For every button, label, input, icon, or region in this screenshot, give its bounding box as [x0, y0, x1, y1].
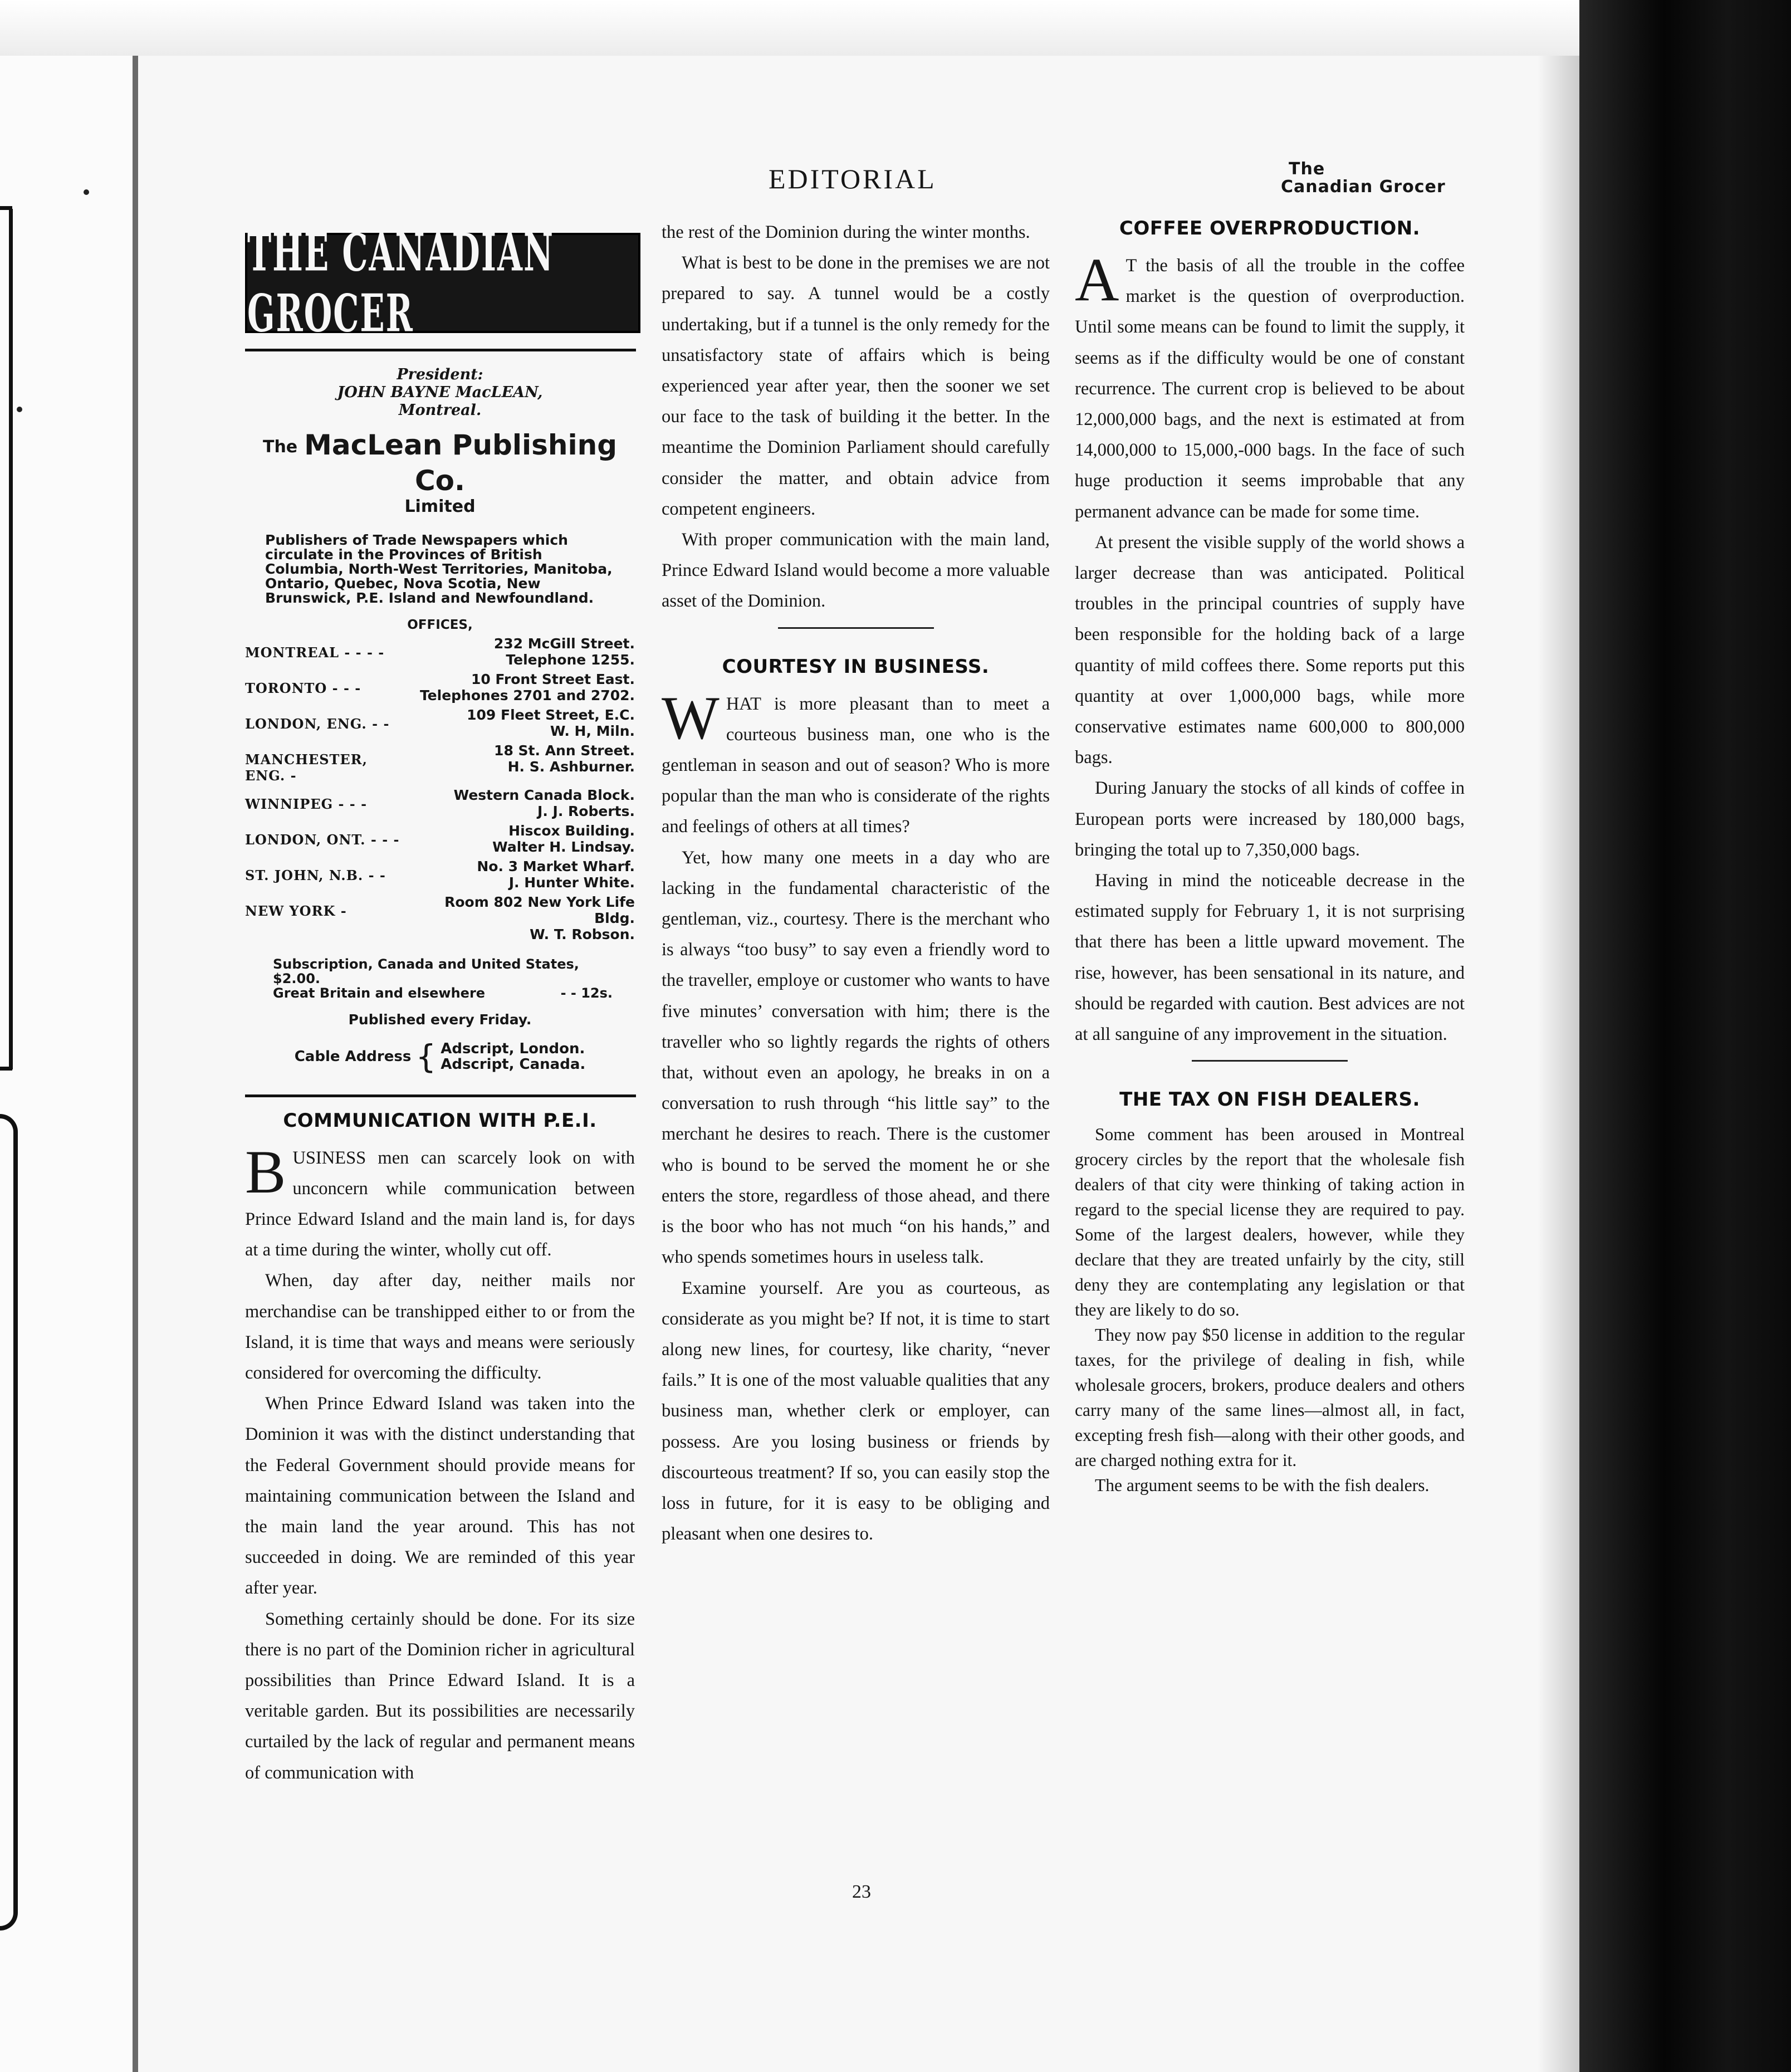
cable-label: Cable Address [294, 1048, 412, 1065]
office-city: ST. JOHN, N.B. - - [245, 867, 386, 883]
office-address-text: Western Canada Block. J. J. Roberts. [453, 786, 635, 819]
running-head-logo [1281, 160, 1446, 196]
article-paragraph: When Prince Edward Island was taken into the Dominion it was with the distinct understanding that the Federal Government should provide means for maintaining communication between the Island and the main land the year around. This has not succeeded in doing. We are reminded of this year after year. [245, 1394, 635, 1599]
offices-list [245, 636, 635, 942]
divider-rule [245, 349, 636, 351]
president-label: President: [397, 366, 483, 383]
article-paragraph: With proper communication with the main land, Prince Edward Island would become a more valuable asset of the Dominion. [662, 530, 1050, 612]
adjacent-page-box [0, 1114, 18, 1931]
subscription-gb-label: Great Britain and elsewhere [273, 985, 486, 1001]
column-2 [662, 217, 1050, 1550]
office-city: LONDON, ENG. - - [245, 715, 390, 732]
publisher-description: Publishers of Trade Newspapers which circulate in the Provinces of British Columbia, North-West Territories, Manitoba, Ontario, Quebec, Nova Scotia, New Brunswick, P.E. Island and Newfoundland. [265, 531, 613, 606]
article-paragraph [662, 683, 1050, 843]
article-pei-body [245, 1137, 635, 1788]
column-3 [1075, 217, 1465, 1498]
cable-address [245, 1038, 635, 1076]
president-city: Montreal. [398, 402, 482, 419]
office-address-text: 10 Front Street East. Telephones 2701 and 2702. [419, 671, 635, 703]
office-address [412, 707, 635, 739]
article-paragraph [245, 1137, 635, 1266]
publisher-name: MacLean Publishing Co. [304, 429, 617, 497]
article-paragraph: The argument seems to be with the fish dealers. [1095, 1475, 1430, 1496]
article-heading-fish: THE TAX ON FISH DEALERS. [1119, 1088, 1420, 1111]
logo-line-1: The [1289, 159, 1325, 179]
masthead-logo [245, 222, 640, 344]
article-separator [1192, 1060, 1348, 1062]
office-address-text: Hiscox Building. Walter H. Lindsay. [492, 822, 635, 855]
publisher-limited: Limited [404, 496, 476, 516]
drop-cap: B [245, 1137, 286, 1206]
office-address [412, 858, 635, 891]
article-coffee-body [1075, 246, 1465, 1050]
publication-schedule: Published every Friday. [348, 1011, 532, 1028]
office-row [245, 742, 635, 784]
logo-line-2: Canadian Grocer [1281, 177, 1446, 197]
office-city: LONDON, ONT. - - - [245, 831, 400, 848]
article-heading-courtesy: COURTESY IN BUSINESS. [722, 655, 990, 678]
office-address-text: No. 3 Market Wharf. J. Hunter White. [477, 858, 635, 891]
section-title: EDITORIAL [769, 163, 937, 194]
article-paragraph: During January the stocks of all kinds of coffee in European ports were increased by 180,000 bags, bringing the total up to 7,350,000 bags. [1075, 778, 1465, 860]
scan-speck [84, 189, 89, 195]
article-pei-continued [662, 217, 1050, 617]
subscription-canada: Subscription, Canada and United States, $2.00. [273, 956, 579, 986]
article-fish-body [1075, 1122, 1465, 1498]
subscription-gb-value: - - 12s. [560, 985, 613, 1001]
cable-address-1: Adscript, London. [441, 1040, 585, 1057]
article-paragraph: Something certainly should be done. For its size there is no part of the Dominion richer in agricultural possibilities than Prince Edward Island. It is a veritable garden. But its possibilities are necessarily curtailed by the lack of regular and permanent means of communication with [245, 1609, 635, 1783]
article-courtesy-body [662, 683, 1050, 1550]
office-address [412, 742, 635, 784]
office-city: NEW YORK - [245, 902, 347, 919]
cable-values [441, 1041, 585, 1072]
subscription-gb-row [273, 986, 613, 1000]
page-shadow [1537, 56, 1579, 2072]
book-binding [1579, 0, 1791, 2072]
page-number: 23 [852, 1882, 871, 1902]
paragraph-text: USINESS men can scarcely look on with unconcern while communication between Prince Edward Island and the main land is, for days at a time during the winter, wholly cut off. [245, 1147, 635, 1260]
office-address-text: 232 McGill Street. Telephone 1255. [493, 635, 635, 668]
article-paragraph: Some comment has been aroused in Montreal grocery circles by the report that the wholesale fish dealers of that city were thinking of taking action in regard to the special license they are required to pay. Some of the largest dealers, however, while they declare that they are treated unfairly by the city, still deny they are contemplating any legislation or that they are likely to do so. [1075, 1125, 1465, 1320]
scan-background [0, 0, 1791, 56]
office-address [412, 787, 635, 819]
office-row [245, 894, 635, 942]
publisher-the: The [262, 437, 298, 457]
article-paragraph: Yet, how many one meets in a day who are lacking in the fundamental characteristic of the gentleman, viz., courtesy. There is the merchant who is always “too busy” to say even a friendly word to the traveller, employe or customer who wants to have five minutes’ conversation with him; there is the traveller who so lightly regards the rights of others that, without even an apology, he breaks in on a conversation to rush through “his little say” to the merchant he desires to reach. There is the customer who is bound to be served the moment he or she enters the store, regardless of those ahead, and there is the boor who has not much “on his hands,” and who spends sometimes hours in useless talk. [662, 847, 1050, 1268]
office-city: TORONTO - - - [245, 680, 361, 696]
office-address [412, 671, 635, 703]
adjacent-page-edge [0, 56, 136, 2072]
paragraph-text: T the basis of all the trouble in the coffee market is the question of overproduction. Until some means can be found to limit the supply, it seems as if the difficulty would be one of constant recurrence. The current crop is believed to be about 12,000,000 bags, and the next is estimated at from 14,000,000 to 15,000,-000 bags. In the face of such huge production it seems improbable that any permanent advance can be made for some time. [1075, 256, 1465, 522]
column-1 [245, 222, 635, 1788]
paragraph-text: HAT is more pleasant than to meet a courteous business man, one who is the gentleman in season and out of season? Who is more popular than the man who is considerate of the rights and feelings of others at all times? [662, 693, 1050, 837]
article-paragraph: They now pay $50 license in addition to the regular taxes, for the privilege of dealing in fish, while wholesale grocers, brokers, produce dealers and others carry many of the same lines—almost all, in fact, excepting fresh fish—along with their other goods, and are charged nothing extra for it. [1075, 1325, 1465, 1470]
office-address-text: 18 St. Ann Street. H. S. Ashburner. [494, 742, 635, 775]
article-paragraph: the rest of the Dominion during the winter months. [662, 222, 1030, 242]
office-row [245, 671, 635, 703]
article-heading-pei: COMMUNICATION WITH P.E.I. [283, 1109, 597, 1132]
office-city: MANCHESTER, ENG. - [245, 751, 368, 784]
article-separator [778, 627, 934, 629]
article-paragraph [1075, 246, 1465, 527]
article-paragraph: At present the visible supply of the world shows a larger decrease than was anticipated. Political troubles in the principal countries of supply have been responsible for the holding back of a large quantity of mild coffees there. Some reports put this quantity at over 1,000,000 bags, while more conservative estimates name 600,000 to 800,000 bags. [1075, 532, 1465, 768]
drop-cap: A [1075, 246, 1119, 314]
president-name: JOHN BAYNE MacLEAN, [337, 384, 543, 401]
article-paragraph: What is best to be done in the premises we are not prepared to say. A tunnel would be a costly undertaking, but if a tunnel is the only remedy for the unsatisfactory state of affairs which is being experienced year after year, then the sooner we set our face to the task of building it the better. In the meantime the Dominion Parliament should carefully consider the matter, and obtain advice from competent engineers. [662, 253, 1050, 519]
article-paragraph: Examine yourself. Are you as courteous, as considerate as you might be? If not, it is time to start along new lines, for courtesy, like charity, “never fails.” It is one of the most valuable qualities that any business man, whether clerk or employer, can possess. Are you losing business or friends by discourteous treatment? If so, you can easily stop the loss in future, for it is easy to be obliging and pleasant when one desires to. [662, 1278, 1050, 1545]
divider-rule [245, 1094, 636, 1097]
drop-cap: W [662, 683, 720, 752]
scan-speck [17, 407, 22, 412]
office-address [412, 823, 635, 855]
article-heading-coffee: COFFEE OVERPRODUCTION. [1119, 217, 1421, 240]
office-address-text: Room 802 New York Life Bldg. W. T. Robson. [444, 893, 635, 942]
office-row [245, 787, 635, 819]
subscription-info [273, 957, 613, 1000]
office-row [245, 858, 635, 891]
office-address [412, 636, 635, 668]
cable-address-2: Adscript, Canada. [441, 1055, 586, 1073]
office-city: WINNIPEG - - - [245, 795, 368, 812]
adjacent-page-border [9, 209, 13, 1069]
article-paragraph: Having in mind the noticeable decrease in the estimated supply for February 1, it is not surprising that there has been a little upward movement. The rise, however, has been sensational in its nature, and should be regarded with caution. Best advices are not at all sanguine of any improvement in the situation. [1075, 871, 1465, 1045]
article-paragraph: When, day after day, neither mails nor merchandise can be transhipped either to or from the Island, it is time that ways and means were seriously considered for overcoming the difficulty. [245, 1270, 635, 1383]
brace-icon: { [415, 1037, 437, 1076]
office-row [245, 636, 635, 668]
adjacent-page-rule [0, 1067, 12, 1071]
office-row [245, 707, 635, 739]
offices-title: OFFICES, [407, 617, 473, 632]
masthead-title: THE CANADIAN GROCER [247, 222, 554, 344]
office-city: MONTREAL - - - - [245, 644, 385, 661]
office-address-text: 109 Fleet Street, E.C. W. H, Miln. [467, 706, 635, 739]
office-row [245, 823, 635, 855]
publisher-name-line [245, 428, 635, 497]
office-address [412, 894, 635, 942]
page-gutter [133, 56, 138, 2072]
